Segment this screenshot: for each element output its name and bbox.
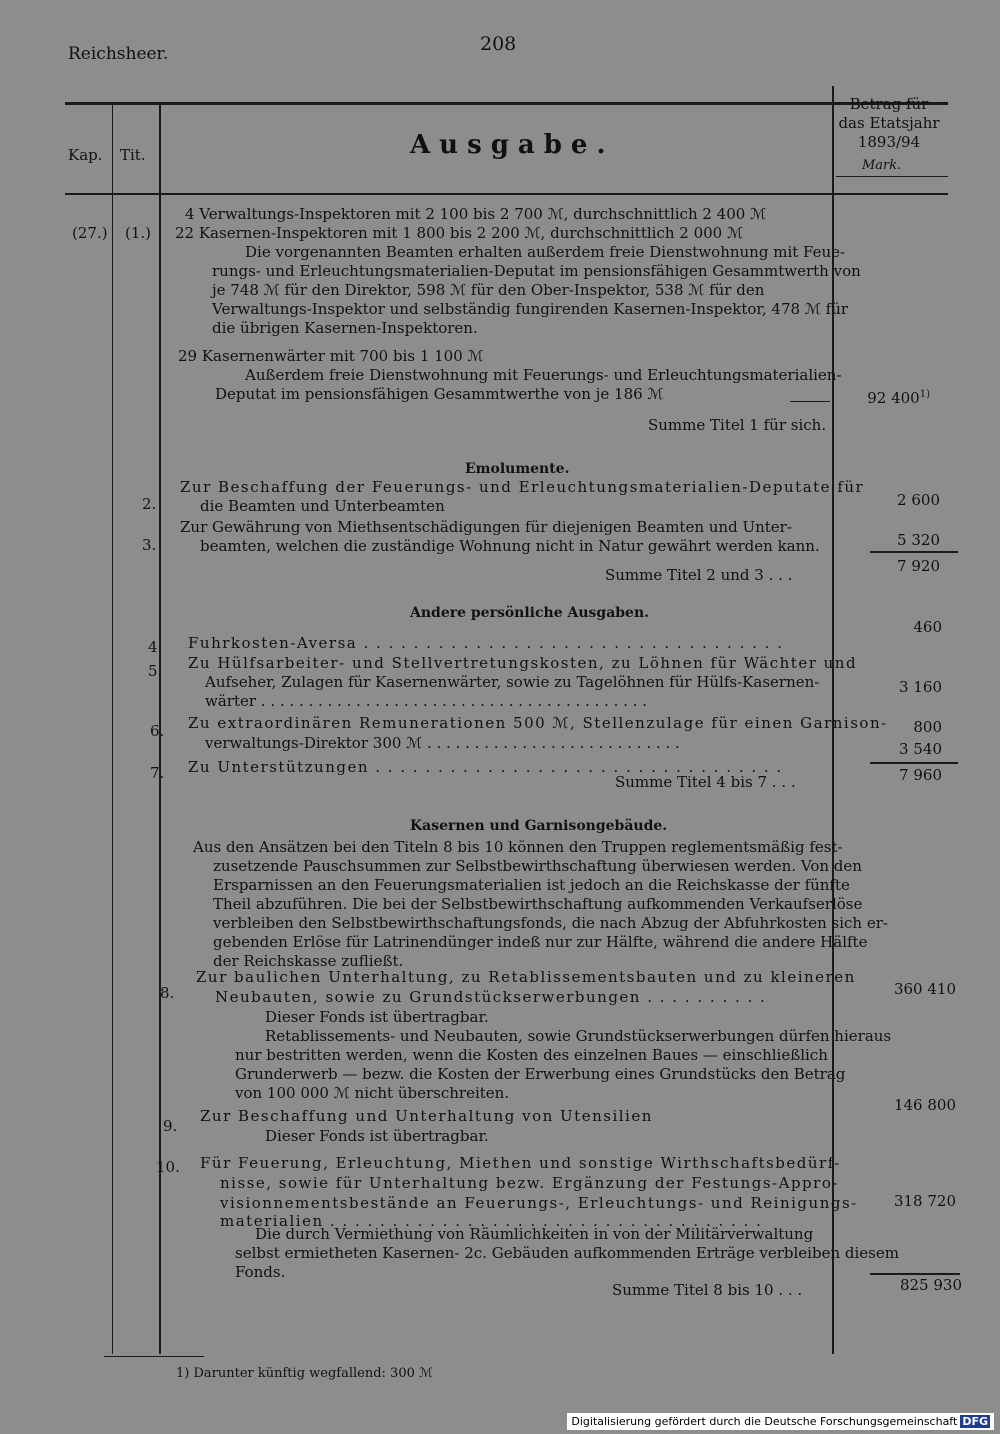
tit-number: 10. xyxy=(156,1158,180,1176)
page-number: 208 xyxy=(480,33,517,55)
tit-number: 2. xyxy=(142,495,157,513)
amount-value: 146 800 xyxy=(893,1096,956,1114)
amount-value: 3 540 xyxy=(899,740,942,758)
sum-amount: 825 930 xyxy=(899,1276,962,1294)
amount-value: 318 720 xyxy=(893,1192,956,1210)
text-line: Zur Gewährung von Miethsentschädigungen für diejenigen Beamten und Unter- xyxy=(180,518,792,536)
text-line: Deputat im pensionsfähigen Gesammtwerthe von je 186 ℳ xyxy=(215,385,664,403)
text-line: Dieser Fonds ist übertragbar. xyxy=(265,1127,489,1145)
text-line: Zur Beschaffung und Unterhaltung von Utensilien xyxy=(200,1107,653,1125)
intro-line: Theil abzuführen. Die bei der Selbstbewirthschaftung aufkommenden Verkaufserlöse xyxy=(213,895,863,913)
tit-number: 5. xyxy=(148,662,163,680)
section-heading: Emolumente. xyxy=(465,461,570,477)
tit-number: 3. xyxy=(142,536,157,554)
text-line: Zu extraordinären Remunerationen 500 ℳ, Stellenzulage für einen Garnison- xyxy=(188,714,888,732)
text-line: 4 Verwaltungs-Inspektoren mit 2 100 bis 2 700 ℳ, durchschnittlich 2 400 ℳ xyxy=(185,205,767,223)
text-line: visionnementsbestände an Feuerungs-, Erleuchtungs- und Reinigungs- xyxy=(220,1194,858,1212)
text-line: Grunderwerb — bezw. die Kosten der Erwerbung eines Grundstücks den Betrag xyxy=(235,1065,846,1083)
intro-line: Ersparnissen an den Feuerungsmaterialien ist jedoch an die Reichskasse der fünfte xyxy=(213,876,850,894)
amount-unit: Mark. xyxy=(862,158,902,173)
text-line: nisse, sowie für Unterhaltung bezw. Ergänzung der Festungs-Appro- xyxy=(220,1174,839,1192)
subtotal-rule xyxy=(790,401,830,402)
footnote-rule xyxy=(104,1356,204,1357)
col-head-kap: Kap. xyxy=(68,146,103,164)
text-line: die Beamten und Unterbeamten xyxy=(200,497,445,515)
running-head: Reichsheer. xyxy=(68,44,169,64)
text-line: beamten, welchen die zuständige Wohnung nicht in Natur gewährt werden kann. xyxy=(200,537,820,555)
text-line: materialien . . . . . . . . . . . . . . . . . . . . . . . . . . . . . . . . . . . xyxy=(220,1212,763,1230)
tit-number: 6. xyxy=(150,722,165,740)
text-line: wärter . . . . . . . . . . . . . . . . . . . . . . . . . . . . . . . . . . . . . . . . . xyxy=(205,692,648,710)
sum-amount: 7 920 xyxy=(897,557,940,575)
section-heading: Andere persönliche Ausgaben. xyxy=(410,605,650,621)
tit-number: 7. xyxy=(150,764,165,782)
subtotal-rule xyxy=(870,1273,960,1275)
amount-value: 460 xyxy=(913,618,942,636)
text-line: Zu Hülfsarbeiter- und Stellvertretungskosten, zu Löhnen für Wächter und xyxy=(188,654,858,672)
text-line: Dieser Fonds ist übertragbar. xyxy=(265,1008,489,1026)
text-line: rungs- und Erleuchtungsmaterialien-Deputat im pensionsfähigen Gesammtwerth von xyxy=(212,262,861,280)
footnote: 1) Darunter künftig wegfallend: 300 ℳ xyxy=(176,1366,433,1381)
text-line: Neubauten, sowie zu Grundstückserwerbungen . . . . . . . . . . xyxy=(215,988,767,1006)
text-line: Zur Beschaffung der Feuerungs- und Erleuchtungsmaterialien-Deputate für xyxy=(180,478,865,496)
text-line: verwaltungs-Direktor 300 ℳ . . . . . . . . . . . . . . . . . . . . . . . . . . . xyxy=(205,734,680,752)
intro-line: zusetzende Pauschsummen zur Selbstbewirthschaftung überwiesen werden. Von den xyxy=(213,857,862,875)
page-title: Ausgabe. xyxy=(410,130,615,160)
header-bottom-rule xyxy=(65,193,948,195)
sum-label: Summe Titel 8 bis 10 . . . xyxy=(612,1281,803,1299)
text-line: Retablissements- und Neubauten, sowie Grundstückserwerbungen dürfen hieraus xyxy=(265,1027,892,1045)
amount-value: 360 410 xyxy=(893,980,956,998)
text-line: Zur baulichen Unterhaltung, zu Retablissementsbauten und zu kleineren xyxy=(196,968,856,986)
text-line: die übrigen Kasernen-Inspektoren. xyxy=(212,319,478,337)
amount-col-head-line: das Etatsjahr xyxy=(838,114,940,132)
text-line: selbst ermietheten Kasernen- 2c. Gebäuden aufkommenden Erträge verbleiben diesem xyxy=(235,1244,899,1262)
intro-line: Aus den Ansätzen bei den Titeln 8 bis 10 können den Truppen reglementsmäßig fest- xyxy=(193,838,843,856)
intro-line: gebenden Erlöse für Latrinendünger indeß nur zur Hälfte, während die andere Hälfte xyxy=(213,933,868,951)
text-line: Die vorgenannten Beamten erhalten außerdem freie Dienstwohnung mit Feue- xyxy=(245,243,846,261)
amount-col-head-line: Betrag für xyxy=(849,95,929,113)
intro-line: der Reichskasse zufließt. xyxy=(213,952,404,970)
amount-value xyxy=(840,389,930,407)
subtotal-rule xyxy=(870,551,958,553)
amount-value: 800 xyxy=(913,718,942,736)
amount-col-head-line: 1893/94 xyxy=(857,133,921,151)
subtotal-rule xyxy=(870,762,958,764)
intro-line: verbleiben den Selbstbewirthschaftungsfonds, die nach Abzug der Abfuhrkosten sich er- xyxy=(213,914,888,932)
text-line: Zu Unterstützungen . . . . . . . . . . . . . . . . . . . . . . . . . . . . . . . . . xyxy=(188,758,783,776)
tit-number: 4. xyxy=(148,638,163,656)
sum-label: Summe Titel 2 und 3 . . . xyxy=(605,566,793,584)
text-line: Fuhrkosten-Aversa . . . . . . . . . . . . . . . . . . . . . . . . . . . . . . . . . . xyxy=(188,634,784,652)
text-line: je 748 ℳ für den Direktor, 598 ℳ für den Ober-Inspektor, 538 ℳ für den xyxy=(212,281,765,299)
text-line: Fonds. xyxy=(235,1263,286,1281)
text-line: 29 Kasernenwärter mit 700 bis 1 100 ℳ xyxy=(178,347,484,365)
section-heading: Kasernen und Garnisongebäude. xyxy=(410,818,668,834)
amount-value: 3 160 xyxy=(899,678,942,696)
top-rule xyxy=(65,102,948,105)
tit-number: (1.) xyxy=(125,224,152,242)
digitization-credit xyxy=(567,1413,994,1430)
col-head-tit: Tit. xyxy=(120,146,146,164)
sum-label: Summe Titel 1 für sich. xyxy=(648,416,827,434)
tit-number: 8. xyxy=(160,984,175,1002)
amount-value: 2 600 xyxy=(897,491,940,509)
text-line: von 100 000 ℳ nicht überschreiten. xyxy=(235,1084,510,1102)
text-line: Die durch Vermiethung von Räumlichkeiten in von der Militärverwaltung xyxy=(255,1225,814,1243)
amount-number: 92 400 xyxy=(867,389,920,407)
credit-text: Digitalisierung gefördert durch die Deutsche Forschungsgemeinschaft xyxy=(571,1415,958,1428)
text-line: Verwaltungs-Inspektor und selbständig fungirenden Kasernen-Inspektor, 478 ℳ für xyxy=(212,300,849,318)
amount-unit-rule xyxy=(836,176,948,177)
text-line: 22 Kasernen-Inspektoren mit 1 800 bis 2 200 ℳ, durchschnittlich 2 000 ℳ xyxy=(175,224,744,242)
kap-number: (27.) xyxy=(72,224,108,242)
text-line: Außerdem freie Dienstwohnung mit Feuerungs- und Erleuchtungsmaterialien- xyxy=(245,366,842,384)
col-rule-kap-tit xyxy=(112,104,113,1354)
sum-amount: 7 960 xyxy=(899,766,942,784)
amount-value: 5 320 xyxy=(897,531,940,549)
tit-number: 9. xyxy=(163,1117,178,1135)
footnote-marker: 1) xyxy=(919,389,930,400)
sum-label: Summe Titel 4 bis 7 . . . xyxy=(615,773,796,791)
dfg-logo: DFG xyxy=(962,1415,988,1428)
text-line: Für Feuerung, Erleuchtung, Miethen und sonstige Wirthschaftsbedürf- xyxy=(200,1154,841,1172)
text-line: nur bestritten werden, wenn die Kosten des einzelnen Baues — einschließlich xyxy=(235,1046,828,1064)
text-line: Aufseher, Zulagen für Kasernenwärter, sowie zu Tagelöhnen für Hülfs-Kasernen- xyxy=(205,673,820,691)
amount-col-head xyxy=(834,95,944,152)
